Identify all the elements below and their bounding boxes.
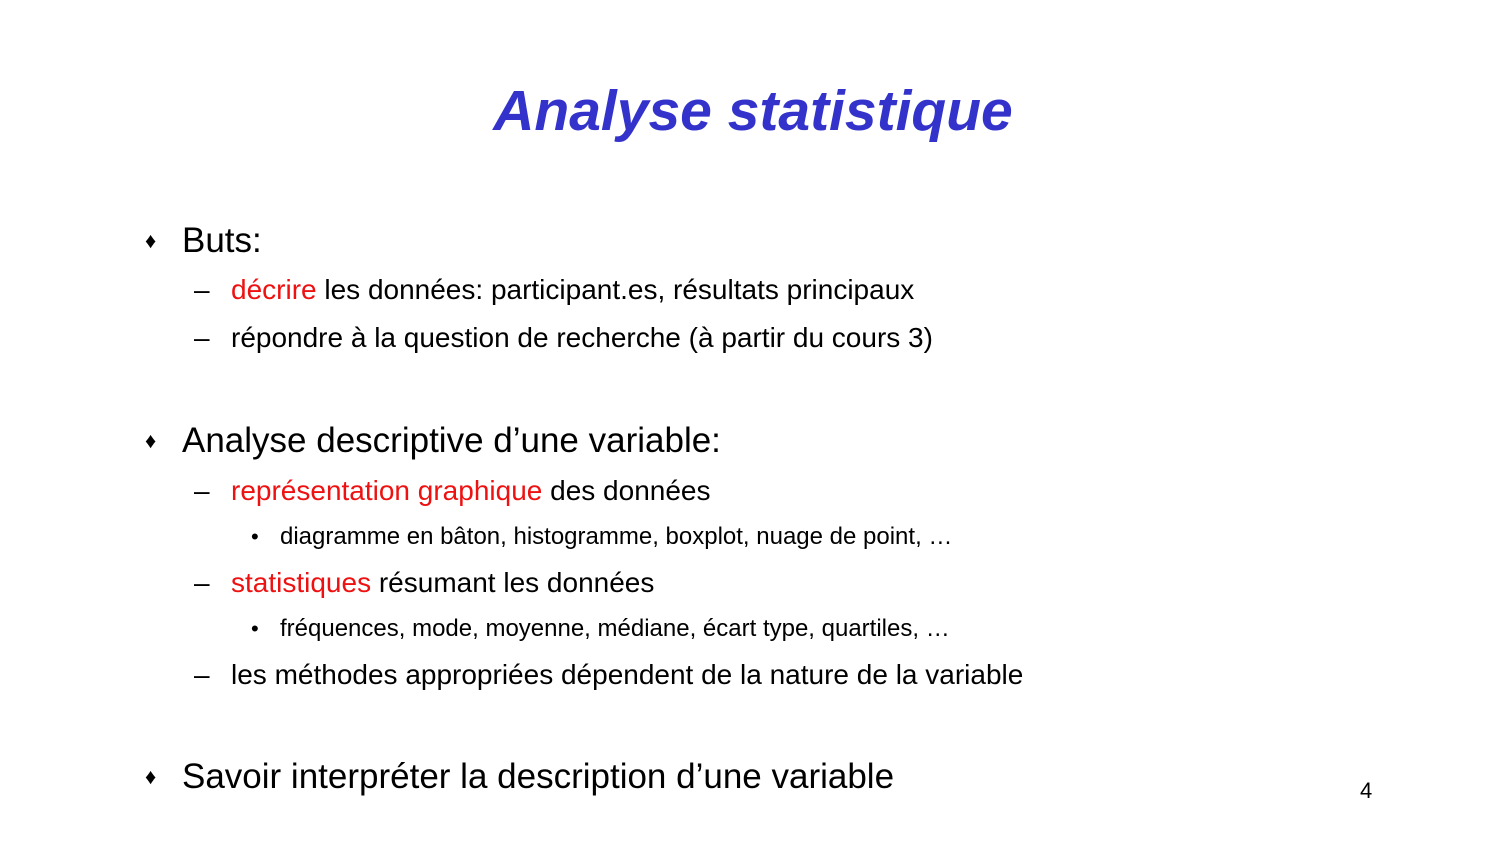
diamond-bullet-icon: ♦ xyxy=(145,764,157,789)
text-representation-rest: des données xyxy=(542,475,711,506)
dot-bullet-icon: • xyxy=(251,616,259,641)
diamond-bullet-icon: ♦ xyxy=(145,428,157,453)
sub-sub-bullet-frequences: fréquences, mode, moyenne, médiane, écart type, quartiles, … xyxy=(280,615,950,642)
slide-title: Analyse statistique xyxy=(493,79,1013,143)
bullet-analyse-descriptive: Analyse descriptive d’une variable: xyxy=(182,421,721,460)
dot-bullet-icon: • xyxy=(251,524,259,549)
text-decrire-rest: les données: participant.es, résultats principaux xyxy=(316,274,915,305)
dash-bullet-icon: – xyxy=(194,659,210,690)
bullet-buts: Buts: xyxy=(182,221,262,260)
highlight-representation: représentation graphique xyxy=(231,475,543,506)
highlight-decrire: décrire xyxy=(231,274,317,305)
sub-bullet-repondre: répondre à la question de recherche (à partir du cours 3) xyxy=(231,322,933,353)
sub-bullet-decrire xyxy=(231,273,914,307)
dash-bullet-icon: – xyxy=(194,567,210,598)
page-number: 4 xyxy=(1360,778,1373,803)
diamond-bullet-icon: ♦ xyxy=(145,228,157,253)
text-statistiques-rest: résumant les données xyxy=(371,567,655,598)
highlight-statistiques: statistiques xyxy=(231,567,372,598)
dash-bullet-icon: – xyxy=(194,322,210,353)
sub-bullet-representation xyxy=(231,474,710,508)
bullet-savoir-interpreter: Savoir interpréter la description d’une variable xyxy=(182,757,895,796)
dash-bullet-icon: – xyxy=(194,274,210,305)
sub-sub-bullet-diagrammes: diagramme en bâton, histogramme, boxplot, nuage de point, … xyxy=(280,523,953,550)
dash-bullet-icon: – xyxy=(194,475,210,506)
sub-bullet-methodes: les méthodes appropriées dépendent de la nature de la variable xyxy=(231,659,1024,690)
sub-bullet-statistiques xyxy=(231,566,654,600)
